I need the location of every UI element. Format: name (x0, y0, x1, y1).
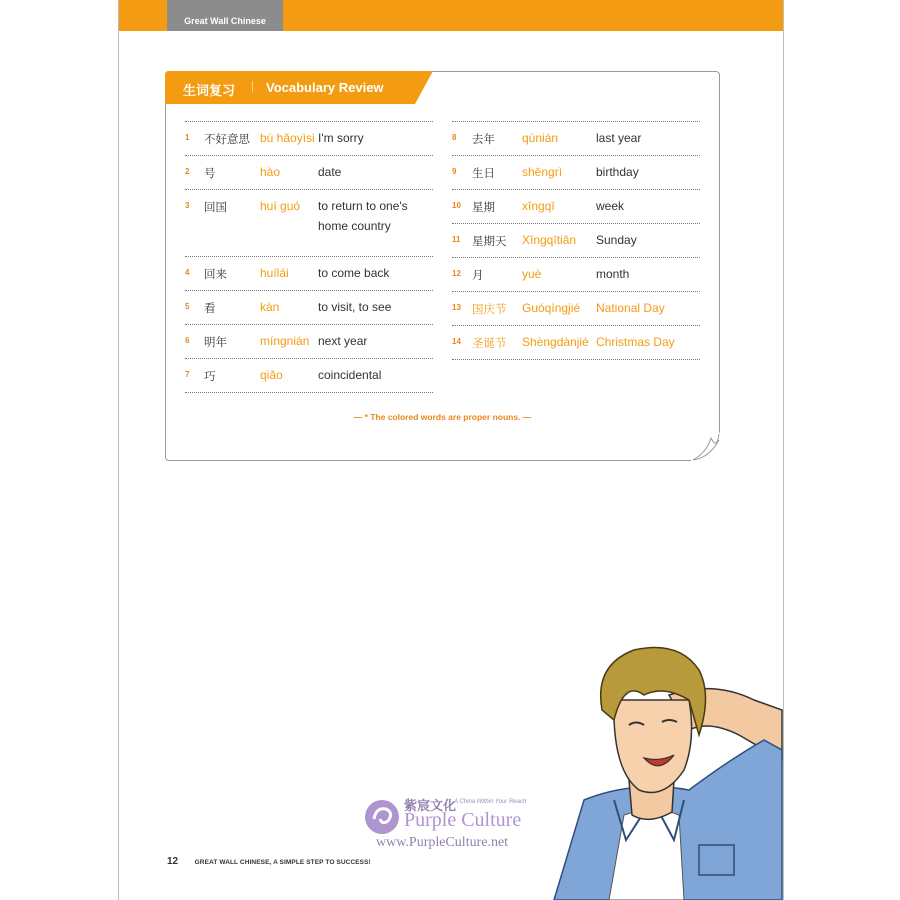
vocab-pinyin: Xīngqītiān (522, 233, 577, 247)
page-fold-corner (691, 432, 721, 462)
card-header (165, 71, 433, 105)
vocab-row (185, 290, 433, 324)
vocab-number: 6 (185, 336, 190, 345)
vocab-number: 8 (452, 133, 457, 142)
vocab-hanzi: 看 (204, 301, 216, 315)
vocab-number: 3 (185, 201, 190, 210)
vocab-row (185, 189, 433, 256)
vocab-row (452, 257, 700, 291)
vocabulary-card (165, 71, 720, 461)
vocab-hanzi: 月 (472, 268, 484, 282)
vocab-hanzi: 巧 (204, 369, 216, 383)
vocab-english: birthday (596, 165, 639, 179)
vocab-pinyin: huílái (260, 266, 289, 280)
vocab-pinyin: kàn (260, 300, 280, 314)
vocab-number: 10 (452, 201, 461, 210)
vocab-english: to visit, to see (318, 300, 392, 314)
vocab-hanzi: 号 (204, 166, 216, 180)
vocab-pinyin: míngnián (260, 334, 310, 348)
vocab-column-right (452, 121, 700, 360)
watermark-chinese: 紫宸文化 (404, 798, 457, 813)
vocab-number: 5 (185, 302, 190, 311)
vocab-hanzi: 生日 (472, 166, 495, 180)
watermark-url: www.PurpleCulture.net (376, 835, 509, 850)
vocab-hanzi: 明年 (204, 335, 227, 349)
brand-tab: Great Wall Chinese (167, 0, 283, 31)
vocab-number: 9 (452, 167, 457, 176)
vocab-number: 2 (185, 167, 190, 176)
watermark-title: Purple Culture (404, 809, 522, 831)
vocab-english: week (596, 199, 625, 213)
purple-culture-logo-icon (364, 797, 400, 837)
vocab-hanzi: 回国 (204, 200, 227, 214)
vocab-hanzi: 不好意思 (204, 132, 250, 146)
vocab-number: 13 (452, 303, 461, 312)
vocab-row (452, 291, 700, 325)
vocab-number: 7 (185, 370, 190, 379)
page (118, 0, 784, 900)
vocab-hanzi: 星期天 (472, 234, 507, 248)
vocab-pinyin: xīngqī (522, 199, 555, 213)
vocab-hanzi: 国庆节 (472, 302, 507, 316)
vocab-row (185, 155, 433, 189)
vocab-hanzi: 去年 (472, 132, 495, 146)
vocab-row (452, 121, 700, 155)
vocab-number: 12 (452, 269, 461, 278)
vocab-english: next year (318, 334, 368, 348)
footer-text: GREAT WALL CHINESE, A SIMPLE STEP TO SUCCESS! (194, 859, 371, 866)
vocab-english: Christmas Day (596, 335, 675, 349)
vocab-pinyin: shēngrì (522, 165, 563, 179)
vocab-english: month (596, 267, 630, 281)
vocab-number: 4 (185, 268, 190, 277)
vocab-pinyin: qiǎo (260, 368, 283, 382)
header-title-chinese: 生词复习 (183, 83, 236, 98)
vocab-number: 1 (185, 133, 190, 142)
vocab-row (185, 256, 433, 290)
vocab-english: coincidental (318, 368, 382, 382)
vocab-pinyin: Guóqìngjié (522, 301, 581, 315)
vocab-row (185, 358, 433, 393)
vocab-number: 11 (452, 235, 461, 244)
vocab-pinyin: qùnián (522, 131, 559, 145)
page-footer (167, 856, 371, 867)
vocab-english: last year (596, 131, 642, 145)
vocab-row (185, 121, 433, 155)
vocab-pinyin: yuè (522, 267, 542, 281)
vocab-english: National Day (596, 301, 665, 315)
watermark-tagline: A China Within Your Reach (454, 799, 527, 805)
page-number: 12 (167, 856, 179, 867)
watermark (364, 793, 564, 863)
vocab-english: to return to one's home country (318, 199, 408, 233)
vocab-column-left (185, 121, 433, 393)
vocab-hanzi: 圣诞节 (472, 336, 507, 350)
vocab-number: 14 (452, 337, 461, 346)
vocab-pinyin: hào (260, 165, 281, 179)
vocab-row (452, 325, 700, 360)
vocab-english: I'm sorry (318, 131, 364, 145)
vocab-pinyin: bù hǎoyìsi (260, 131, 315, 145)
vocab-row (452, 189, 700, 223)
header-title-english: Vocabulary Review (266, 80, 384, 95)
vocab-row (452, 155, 700, 189)
vocab-hanzi: 星期 (472, 200, 495, 214)
vocab-row (185, 324, 433, 358)
header-separator: | (251, 80, 254, 92)
vocab-pinyin: huí guó (260, 199, 301, 213)
vocab-row (452, 223, 700, 257)
proper-nouns-note: — * The colored words are proper nouns. — (353, 412, 532, 422)
vocab-english: date (318, 165, 342, 179)
vocab-english: Sunday (596, 233, 637, 247)
vocab-hanzi: 回来 (204, 267, 227, 281)
vocab-english: to come back (318, 266, 390, 280)
vocab-pinyin: Shèngdànjié (522, 335, 589, 349)
top-bar (119, 0, 783, 31)
